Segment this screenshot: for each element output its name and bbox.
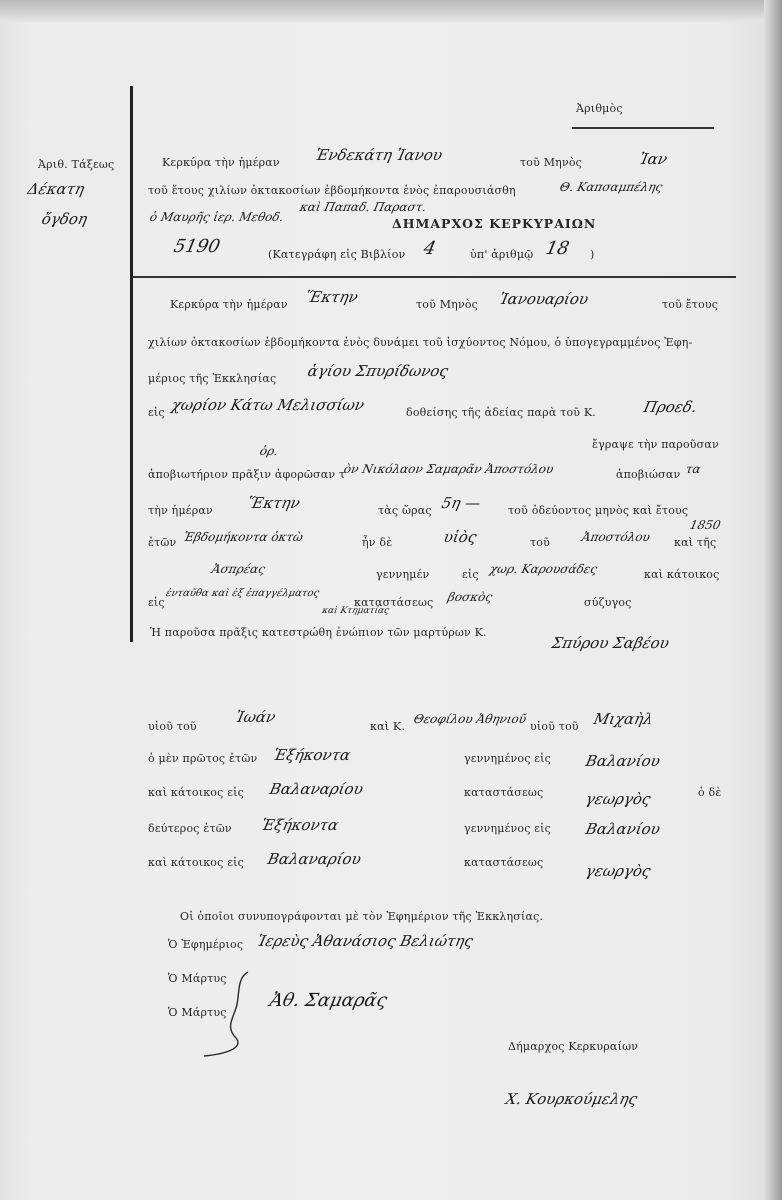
act-permission-value: Προεδ. — [642, 398, 699, 416]
act-day-label: τὴν ἡμέραν — [148, 504, 213, 517]
w-resident-label: καὶ κάτοικος εἰς — [148, 786, 244, 799]
handwritten-left: ὁ Μαυρῆς ἱερ. Μεθοδ. — [148, 210, 286, 224]
act-birthplace-value: χωρ. Καρουσάδες — [488, 562, 599, 576]
w-second-age: Ἑξήκοντα — [260, 816, 341, 834]
w-second-label: δεύτερος ἐτῶν — [148, 822, 232, 835]
w-son-label2: υἱοῦ τοῦ — [530, 720, 579, 733]
w-status-value: γεωργὸς — [584, 790, 653, 808]
w-born-label2: γεννημένος εἰς — [464, 822, 552, 835]
act-kerkyra-label: Κερκύρα τὴν ἡμέραν — [170, 298, 288, 311]
book-value: 4 — [421, 238, 438, 259]
presenter-name: Θ. Καπσαμπέλης — [558, 180, 664, 194]
act-child-value: υἱὸς — [442, 528, 479, 546]
act-father-value: Ἀποστόλου — [580, 530, 652, 544]
w-status-label2: καταστάσεως — [464, 856, 544, 869]
header-divider — [132, 276, 736, 278]
act-permission-text: δοθείσης τῆς ἀδείας παρὰ τοῦ Κ. — [406, 406, 596, 419]
act-year-label: τοῦ ἔτους — [662, 298, 719, 311]
header-month-label: τοῦ Μηνὸς — [520, 156, 583, 169]
under-number-label: ὑπ' ἀριθμῷ — [470, 248, 534, 261]
act-witness1-value: Σπύρου Σαβέου — [550, 634, 671, 652]
mayor-label: Δήμαρχος Κερκυραίων — [508, 1040, 639, 1053]
w-and-k-label: καὶ Κ. — [370, 720, 406, 733]
mayor-title: ΔΗΜΑΡΧΟΣ ΚΕΡΚΥΡΑΙΩΝ — [392, 216, 597, 231]
act-permission-value2: ὁρ. — [258, 444, 280, 458]
act-hours-label: τὰς ὥρας — [378, 504, 432, 517]
header-year-text: τοῦ ἔτους χιλίων ὀκτακοσίων ἑβδομήκοντα ἑνὸς ἐπαρουσιάσθη — [148, 184, 516, 197]
w-first-label: ὁ μὲν πρῶτος ἐτῶν — [148, 752, 258, 765]
w-born-value2: Βαλανίου — [584, 820, 662, 838]
arith-taxeos-label: Ἀριθ. Τάξεως — [38, 158, 115, 171]
act-egrapse-text: ἔγραψε τὴν παροῦσαν — [592, 438, 719, 451]
w-son-value: Ἰωάν — [234, 708, 278, 726]
act-spouse-label: σύζυγος — [584, 596, 632, 609]
binding-line — [130, 86, 133, 642]
act-deceased-value: ὸν Νικόλαον Σαμαρᾶν Ἀποστόλου — [342, 462, 555, 476]
act-church-value: ἁγίου Σπυρίδωνος — [306, 362, 450, 380]
w-resident-label2: καὶ κάτοικος εἰς — [148, 856, 244, 869]
act-month-value: Ἰανουαρίου — [498, 290, 591, 308]
act-eis-label: εἰς — [148, 406, 165, 419]
arithmos-label: Ἀριθμὸς — [576, 102, 623, 115]
w-son-value2: Μιχαὴλ — [592, 710, 655, 728]
w-resident-value: Βαλαναρίου — [268, 780, 365, 798]
act-eis-label3: εἰς — [148, 596, 165, 609]
arithmos-underline — [572, 127, 714, 129]
registration-text: (Κατεγράφη εἰς Βιβλίον — [268, 248, 406, 261]
scan-edge-top — [0, 0, 782, 22]
act-day-value2: Ἕκτην — [246, 494, 302, 512]
w-born-label: γεννημένος εἰς — [464, 752, 552, 765]
witness-signature: Ἀθ. Σαμαρᾶς — [267, 990, 390, 1011]
priest-label: Ὁ Ἐφημέριος — [168, 938, 244, 951]
act-day-value: Ἕκτην — [304, 288, 360, 306]
registration-number: 5190 — [171, 236, 223, 257]
brace-icon — [196, 968, 256, 1058]
act-month-label: τοῦ Μηνὸς — [416, 298, 479, 311]
header-month-value: Ἰαν — [638, 150, 669, 168]
act-status-value2: καὶ Κτηματίας — [320, 606, 391, 616]
w-status-value2: γεωργὸς — [584, 862, 653, 880]
w-resident-value2: Βαλαναρίου — [266, 850, 363, 868]
act-line2: χιλίων ὀκτακοσίων ἑβδομήκοντα ἑνὸς δυνάμει τοῦ ἰσχύοντος Νόμου, ὁ ὑπογεγραμμένος Ἐφη- — [148, 336, 693, 349]
act-mother-value: Ἀσπρέας — [210, 562, 267, 576]
act-current-text: τοῦ ὀδεύοντος μηνὸς καὶ ἔτους — [508, 504, 689, 517]
arith-taxeos-value2: ὄγδοη — [40, 210, 89, 228]
w-son-label: υἱοῦ τοῦ — [148, 720, 197, 733]
act-hours-value: 5η — — [440, 494, 483, 512]
number-value: 18 — [543, 238, 572, 259]
arith-taxeos-value: Δέκατη — [26, 180, 87, 198]
act-status-label: καταστάσεως — [354, 596, 434, 609]
mayor-signature: Χ. Κουρκούμελης — [504, 1090, 639, 1108]
kerkyra-label: Κερκύρα τὴν ἡμέραν — [162, 156, 280, 169]
w-o-de-label: ὁ δὲ — [698, 786, 722, 799]
act-born-label: γεννημέν — [376, 568, 430, 581]
act-witnesses-text: Ἡ παροῦσα πρᾶξις κατεστρώθη ἐνώπιον τῶν μαρτύρων Κ. — [150, 626, 487, 639]
w-w2-value: Θεοφίλου Ἀθηνιοῦ — [412, 712, 528, 726]
act-father-value-extra: 1850 — [688, 518, 723, 532]
act-resident-label: καὶ κάτοικος — [644, 568, 720, 581]
w-status-label: καταστάσεως — [464, 786, 544, 799]
act-kai-tis-label: καὶ τῆς — [674, 536, 717, 549]
w-born-value: Βαλανίου — [584, 752, 662, 770]
act-age-value: Ἑβδομήκοντα ὀκτὼ — [182, 530, 305, 544]
act-location-value: χωρίον Κάτω Μελισσίων — [170, 396, 366, 414]
witness-label-1: Ὁ Μάρτυς — [168, 972, 227, 985]
scan-edge-right — [764, 0, 782, 1200]
act-apobiosan-value: τα — [684, 462, 703, 476]
closing-paren: ) — [590, 248, 595, 261]
handwritten-left2: καὶ Παπαδ. Παραστ. — [298, 200, 428, 214]
act-years-label: ἐτῶν — [148, 536, 177, 549]
act-eis-label2: εἰς — [462, 568, 479, 581]
act-church-label: μέριος τῆς Ἐκκλησίας — [148, 372, 277, 385]
act-apobiosan-text: ἀποβιώσαν — [616, 468, 681, 481]
act-status-value: βοσκὸς — [446, 590, 494, 604]
header-day-value: Ἑνδεκάτη Ἰανου — [314, 146, 444, 164]
act-residence-value: ἐνταῦθα καὶ ἐξ ἐπαγγέλματος — [164, 588, 321, 599]
act-en-de-label: ἦν δὲ — [362, 536, 393, 549]
act-tou-label: τοῦ — [530, 536, 550, 549]
witness-label-2: Ὁ Μάρτυς — [168, 1006, 227, 1019]
w-first-age: Ἑξήκοντα — [272, 746, 353, 764]
act-death-act-text: ἀποβιωτήριον πρᾶξιν ἀφορῶσαν τ — [148, 468, 346, 481]
priest-signature: Ἱερεὺς Ἀθανάσιος Βελιώτης — [256, 932, 475, 950]
cosign-text: Οἱ ὁποῖοι συνυπογράφονται μὲ τὸν Ἐφημέριον τῆς Ἐκκλησίας. — [180, 910, 544, 923]
